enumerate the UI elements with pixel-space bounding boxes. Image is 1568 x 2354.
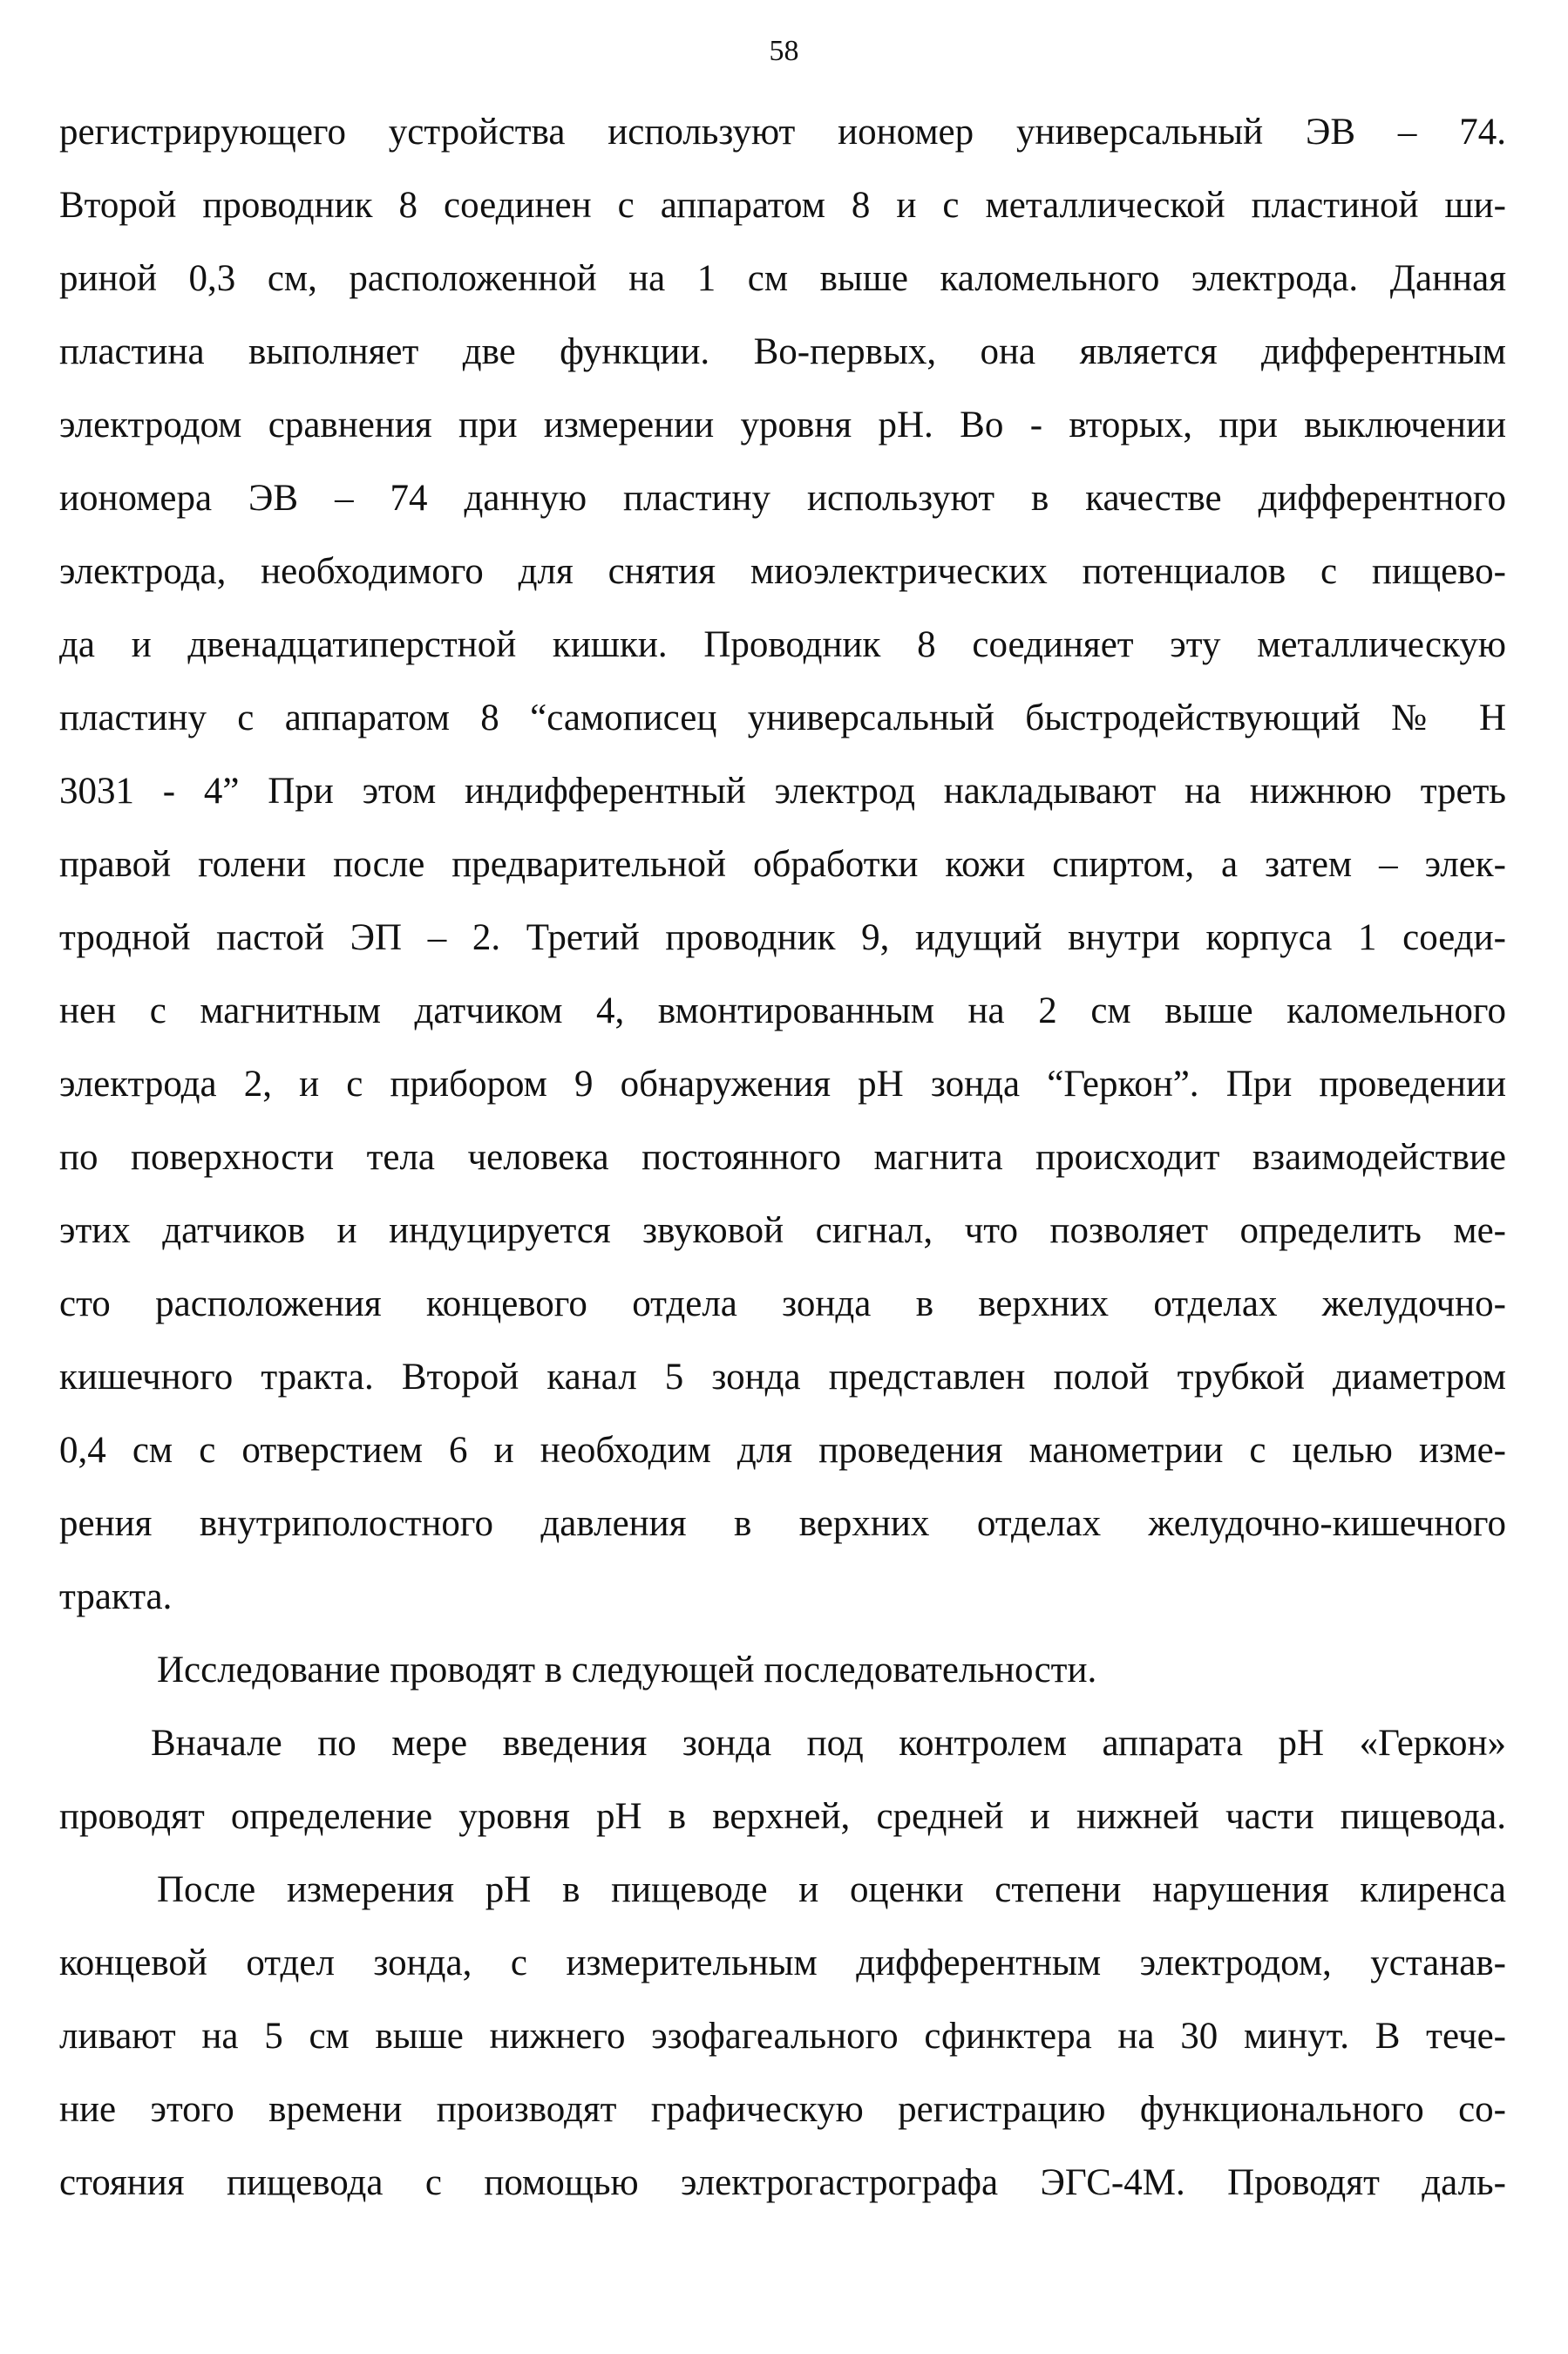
text-line: пластину с аппаратом 8 “самописец универсальный быстродействующий № Н <box>59 697 1506 738</box>
text-line: рения внутриполостного давления в верхних отделах желудочно-кишечного <box>59 1503 1506 1544</box>
text-line: иономера ЭВ – 74 данную пластину используют в качестве дифферентного <box>59 478 1506 519</box>
text-line: пластина выполняет две функции. Во-первых, она является дифферентным <box>59 331 1506 372</box>
text-line: тракта. <box>59 1576 173 1617</box>
paragraph-line: После измерения pH в пищеводе и оценки степени нарушения клиренса <box>157 1869 1506 1910</box>
text-line: да и двенадцатиперстной кишки. Проводник 8 соединяет эту металлическую <box>59 624 1506 665</box>
text-line: электрода, необходимого для снятия миоэлектрических потенциалов с пищево- <box>59 551 1506 592</box>
text-line: регистрирующего устройства используют иономер универсальный ЭВ – 74. <box>59 112 1506 153</box>
text-line: этих датчиков и индуцируется звуковой сигнал, что позволяет определить ме- <box>59 1210 1506 1251</box>
text-line: ние этого времени производят графическую регистрацию функционального со- <box>59 2089 1506 2130</box>
page-number: 58 <box>769 35 799 67</box>
text-line: кишечного тракта. Второй канал 5 зонда представлен полой трубкой диаметром <box>59 1357 1506 1398</box>
text-line: проводят определение уровня pH в верхней, средней и нижней части пищевода. <box>59 1796 1506 1837</box>
text-line: риной 0,3 см, расположенной на 1 см выше каломельного электрода. Данная <box>59 258 1506 299</box>
text-line: правой голени после предварительной обработки кожи спиртом, а затем – элек- <box>59 844 1506 885</box>
text-line: 3031 - 4” При этом индифферентный электрод накладывают на нижнюю треть <box>59 771 1506 812</box>
text-line: концевой отдел зонда, с измерительным дифферентным электродом, устанав- <box>59 1942 1506 1983</box>
text-line: сто расположения концевого отдела зонда в верхних отделах желудочно- <box>59 1283 1506 1324</box>
text-line: ливают на 5 см выше нижнего эзофагеального сфинктера на 30 минут. В тече- <box>59 2016 1506 2057</box>
body-text <box>59 96 1506 2220</box>
text-line: электродом сравнения при измерении уровня pH. Во - вторых, при выключении <box>59 405 1506 446</box>
text-line: нен с магнитным датчиком 4, вмонтированным на 2 см выше каломельного <box>59 990 1506 1031</box>
text-line: Второй проводник 8 соединен с аппаратом 8 и с металлической пластиной ши- <box>59 185 1506 226</box>
paragraph-line: Вначале по мере введения зонда под контролем аппарата pH «Геркон» <box>151 1723 1506 1764</box>
text-line: электрода 2, и с прибором 9 обнаружения pH зонда “Геркон”. При проведении <box>59 1064 1506 1105</box>
text-line: тродной пастой ЭП – 2. Третий проводник 9, идущий внутри корпуса 1 соеди- <box>59 917 1506 958</box>
paragraph-line: Исследование проводят в следующей последовательности. <box>157 1650 1097 1691</box>
text-line: стояния пищевода с помощью электрогастрографа ЭГС-4М. Проводят даль- <box>59 2162 1506 2203</box>
text-line: 0,4 см с отверстием 6 и необходим для проведения манометрии с целью изме- <box>59 1430 1506 1471</box>
text-line: по поверхности тела человека постоянного магнита происходит взаимодействие <box>59 1137 1506 1178</box>
